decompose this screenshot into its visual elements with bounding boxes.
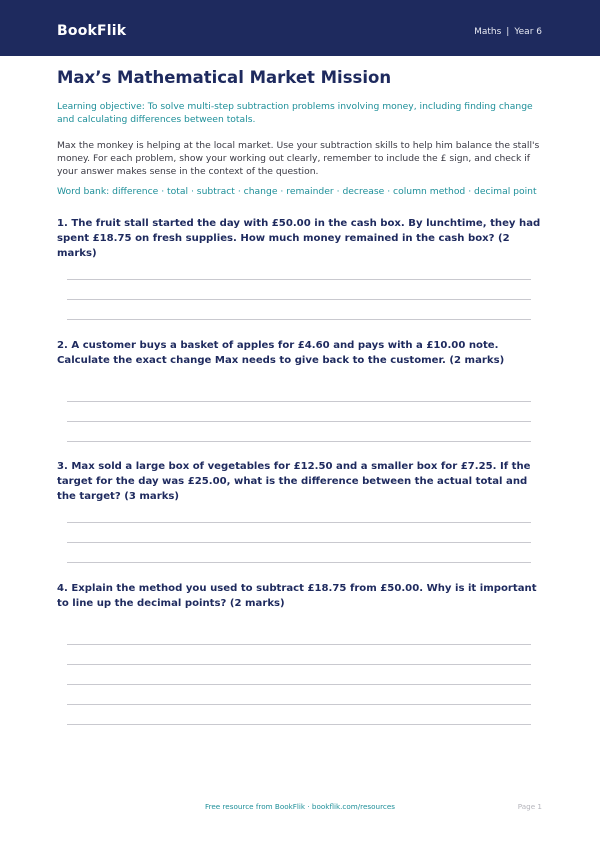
- answer-line[interactable]: [67, 421, 531, 422]
- question-4: 4. Explain the method you used to subtract £18.75 from £50.00. Why is it important to line up the decimal points? (2 marks): [57, 583, 537, 609]
- answer-line[interactable]: [67, 684, 531, 685]
- question-1: 1. The fruit stall started the day with £50.00 in the cash box. By lunchtime, they had spent £18.75 on fresh supplies. How much money remained in the cash box? (2 marks): [57, 218, 541, 259]
- brand-logo[interactable]: BookFlik: [57, 23, 127, 39]
- question-3: 3. Max sold a large box of vegetables for £12.50 and a smaller box for £7.25. If the target for the day was £25.00, what is the difference between the actual total and the target? (3 marks): [57, 461, 531, 502]
- answer-line[interactable]: [67, 644, 531, 645]
- worksheet-title: Max’s Mathematical Market Mission: [57, 68, 392, 87]
- question-2: 2. A customer buys a basket of apples for £4.60 and pays with a £10.00 note. Calculate the exact change Max needs to give back to the customer. (2 marks): [57, 340, 505, 366]
- answer-line[interactable]: [67, 704, 531, 705]
- answer-line[interactable]: [67, 542, 531, 543]
- answer-line[interactable]: [67, 522, 531, 523]
- word-bank: Word bank: difference · total · subtract · change · remainder · decrease · column method · decimal point: [57, 186, 537, 197]
- page-number: Page 1: [517, 802, 542, 811]
- answer-line[interactable]: [67, 724, 531, 725]
- subject-label: Maths: [474, 27, 502, 37]
- footer-credit[interactable]: Free resource from BookFlik · bookflik.com/resources: [204, 802, 396, 811]
- header-meta: [474, 26, 542, 38]
- learning-objective: Learning objective: To solve multi-step subtraction problems involving money, including finding change and calculating differences between totals.: [57, 101, 533, 125]
- page-header: [0, 0, 600, 56]
- answer-line[interactable]: [67, 562, 531, 563]
- answer-line[interactable]: [67, 441, 531, 442]
- answer-line[interactable]: [67, 299, 531, 300]
- year-label: Year 6: [514, 27, 542, 37]
- meta-separator: |: [506, 27, 510, 37]
- answer-line[interactable]: [67, 664, 531, 665]
- answer-line[interactable]: [67, 319, 531, 320]
- intro-text: Max the monkey is helping at the local market. Use your subtraction skills to help him balance the stall's money. For each problem, show your working out clearly, remember to include the £ sign, and check if your answer makes sense in the context of the question.: [57, 140, 540, 177]
- answer-line[interactable]: [67, 401, 531, 402]
- answer-line[interactable]: [67, 279, 531, 280]
